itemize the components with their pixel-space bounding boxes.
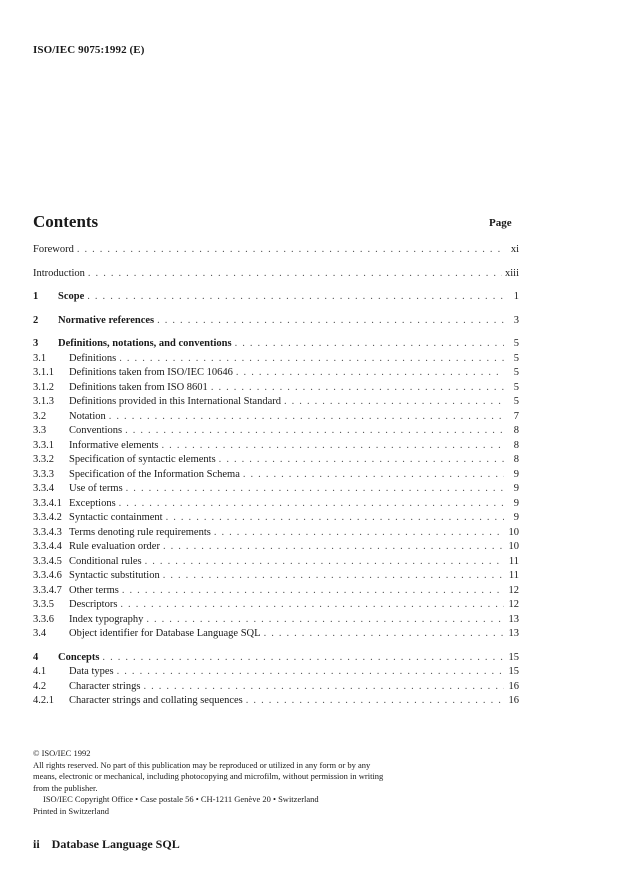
toc-entry-page: 15 bbox=[508, 651, 519, 663]
toc-entry-number: 4 bbox=[33, 651, 39, 663]
toc-entry-page: 5 bbox=[513, 396, 519, 407]
toc-entry-page: 13 bbox=[508, 628, 519, 639]
toc-entry-title: Definitions, notations, and conventions bbox=[58, 338, 232, 349]
toc-entry-number: 3.3.2 bbox=[33, 454, 54, 465]
dot-leader bbox=[126, 483, 504, 494]
toc-entry-title: Exceptions bbox=[69, 497, 116, 509]
table-of-contents bbox=[33, 244, 519, 710]
toc-entry-title: Introduction bbox=[33, 267, 85, 279]
toc-entry-number: 2 bbox=[33, 314, 39, 326]
dot-leader bbox=[109, 411, 504, 422]
toc-entry-number: 4.2 bbox=[33, 680, 47, 692]
toc-entry-title: Conventions bbox=[69, 425, 123, 436]
dot-leader bbox=[88, 268, 502, 279]
dot-leader bbox=[87, 291, 504, 302]
toc-entry-title: Definitions provided in this International Standard bbox=[69, 396, 281, 407]
toc-entry-page: 7 bbox=[513, 410, 519, 422]
toc-entry bbox=[33, 498, 519, 513]
dot-leader bbox=[246, 695, 504, 706]
page-footer bbox=[33, 837, 180, 852]
toc-entry bbox=[33, 695, 519, 710]
toc-entry-number: 3.1 bbox=[33, 352, 47, 364]
toc-entry-title: Descriptors bbox=[69, 599, 118, 610]
toc-entry bbox=[33, 599, 519, 614]
toc-entry-page: 11 bbox=[508, 570, 519, 581]
toc-entry-title: Informative elements bbox=[69, 439, 159, 451]
contents-heading: Contents bbox=[33, 212, 99, 231]
dot-leader bbox=[102, 652, 504, 663]
toc-entry bbox=[33, 681, 519, 696]
toc-entry bbox=[33, 411, 519, 426]
toc-entry-number: 3.3.4.5 bbox=[33, 555, 62, 567]
toc-entry-number: 3.3.4 bbox=[33, 483, 54, 494]
toc-entry-number: 3.3.3 bbox=[33, 468, 54, 480]
toc-entry-number: 3 bbox=[33, 338, 39, 349]
toc-entry-title: Syntactic containment bbox=[69, 512, 163, 523]
toc-entry-page: 16 bbox=[508, 680, 519, 692]
dot-leader bbox=[243, 469, 504, 480]
dot-leader bbox=[284, 396, 504, 407]
toc-entry-number: 3.3.4.6 bbox=[33, 570, 62, 581]
page-column-label: Page bbox=[489, 217, 512, 229]
dot-leader bbox=[143, 681, 504, 692]
toc-entry-number: 3.4 bbox=[33, 628, 47, 639]
dot-leader bbox=[166, 512, 504, 523]
dot-leader bbox=[211, 382, 504, 393]
dot-leader bbox=[219, 454, 504, 465]
toc-entry-page: 10 bbox=[508, 541, 519, 552]
toc-entry bbox=[33, 396, 519, 411]
toc-entry-page: 8 bbox=[513, 425, 519, 436]
dot-leader bbox=[163, 570, 504, 581]
dot-leader bbox=[77, 244, 504, 255]
toc-entry bbox=[33, 666, 519, 681]
toc-entry-page: 8 bbox=[513, 454, 519, 465]
dot-leader bbox=[214, 527, 504, 538]
dot-leader bbox=[162, 440, 504, 451]
toc-entry-number: 4.2.1 bbox=[33, 695, 54, 706]
copyright-line: © ISO/IEC 1992 bbox=[33, 748, 91, 758]
toc-entry-title: Use of terms bbox=[69, 483, 123, 494]
dot-leader bbox=[163, 541, 504, 552]
toc-entry-page: 5 bbox=[513, 352, 519, 364]
dot-leader bbox=[264, 628, 504, 639]
toc-entry-page: xi bbox=[510, 244, 519, 255]
toc-entry-number: 3.3.4.3 bbox=[33, 526, 62, 538]
printed-in: Printed in Switzerland bbox=[33, 805, 110, 816]
toc-entry bbox=[33, 367, 519, 382]
dot-leader bbox=[119, 498, 504, 509]
toc-entry-number: 3.3.4.1 bbox=[33, 497, 62, 509]
dot-leader bbox=[120, 599, 504, 610]
footer-page-number: ii bbox=[33, 837, 40, 851]
toc-entry bbox=[33, 541, 519, 556]
dot-leader bbox=[125, 425, 504, 436]
dot-leader bbox=[146, 614, 504, 625]
toc-entry-title: Definitions taken from ISO 8601 bbox=[69, 381, 208, 393]
toc-entry-page: 9 bbox=[513, 468, 519, 480]
rights-statement: All rights reserved. No part of this publication may be reproduced or utilized in any form or by any means, electronic or mechanical, including photocopying and microfilm, without permission in writing from the publisher. bbox=[33, 759, 384, 793]
toc-entry bbox=[33, 338, 519, 353]
toc-entry-number: 4.1 bbox=[33, 666, 47, 677]
toc-entry-title: Definitions taken from ISO/IEC 10646 bbox=[69, 367, 233, 378]
toc-entry bbox=[33, 527, 519, 542]
dot-leader bbox=[117, 666, 504, 677]
dot-leader bbox=[236, 367, 504, 378]
toc-entry-title: Foreword bbox=[33, 244, 74, 255]
toc-entry-title: Terms denoting rule requirements bbox=[69, 526, 211, 538]
toc-entry-page: 5 bbox=[513, 367, 519, 378]
toc-entry-page: 5 bbox=[513, 381, 519, 393]
toc-entry-title: Character strings bbox=[69, 680, 141, 692]
dot-leader bbox=[119, 353, 504, 364]
toc-entry-number: 3.3.5 bbox=[33, 599, 54, 610]
toc-entry-page: 15 bbox=[508, 666, 519, 677]
toc-entry-number: 3.3.4.2 bbox=[33, 512, 62, 523]
document-id: ISO/IEC 9075:1992 (E) bbox=[33, 44, 145, 56]
toc-entry-page: 16 bbox=[508, 695, 519, 706]
toc-entry-page: 8 bbox=[513, 439, 519, 451]
toc-entry-title: Data types bbox=[69, 666, 114, 677]
toc-entry-title: Specification of the Information Schema bbox=[69, 468, 240, 480]
dot-leader bbox=[122, 585, 504, 596]
toc-entry-number: 3.3.4.7 bbox=[33, 584, 62, 596]
toc-entry bbox=[33, 556, 519, 571]
footer-title: Database Language SQL bbox=[51, 837, 180, 851]
toc-entry-page: 13 bbox=[508, 613, 519, 625]
toc-entry-title: Notation bbox=[69, 410, 106, 422]
toc-entry-number: 3.1.2 bbox=[33, 381, 54, 393]
toc-entry-number: 3.1.3 bbox=[33, 396, 54, 407]
toc-entry bbox=[33, 353, 519, 368]
dot-leader bbox=[145, 556, 504, 567]
toc-entry-number: 3.1.1 bbox=[33, 367, 54, 378]
toc-entry-number: 3.3.4.4 bbox=[33, 541, 62, 552]
toc-entry-page: 9 bbox=[513, 483, 519, 494]
toc-entry-title: Normative references bbox=[58, 314, 155, 326]
toc-entry bbox=[33, 512, 519, 527]
dot-leader bbox=[157, 315, 504, 326]
toc-entry-number: 1 bbox=[33, 291, 39, 302]
toc-entry-page: 12 bbox=[508, 584, 519, 596]
toc-entry bbox=[33, 469, 519, 484]
toc-entry bbox=[33, 425, 519, 440]
toc-entry-number: 3.3 bbox=[33, 425, 47, 436]
toc-entry-title: Definitions bbox=[69, 352, 117, 364]
toc-entry bbox=[33, 315, 519, 330]
toc-entry bbox=[33, 244, 519, 259]
toc-entry-page: 11 bbox=[508, 555, 519, 567]
toc-entry-page: 1 bbox=[513, 291, 519, 302]
dot-leader bbox=[235, 338, 504, 349]
toc-entry-page: 10 bbox=[508, 526, 519, 538]
toc-entry-page: 5 bbox=[513, 338, 519, 349]
toc-entry bbox=[33, 570, 519, 585]
toc-entry-title: Scope bbox=[58, 291, 85, 302]
toc-entry-page: 9 bbox=[513, 497, 519, 509]
toc-entry bbox=[33, 652, 519, 667]
toc-entry bbox=[33, 291, 519, 306]
toc-entry-title: Specification of syntactic elements bbox=[69, 454, 216, 465]
toc-entry-number: 3.3.6 bbox=[33, 613, 54, 625]
toc-entry-title: Index typography bbox=[69, 613, 144, 625]
toc-entry-title: Object identifier for Database Language SQL bbox=[69, 628, 261, 639]
toc-entry bbox=[33, 614, 519, 629]
toc-entry-number: 3.2 bbox=[33, 410, 47, 422]
copyright-notice bbox=[33, 748, 393, 817]
toc-entry-title: Character strings and collating sequences bbox=[69, 695, 243, 706]
toc-entry-number: 3.3.1 bbox=[33, 439, 54, 451]
toc-entry bbox=[33, 382, 519, 397]
toc-entry-title: Syntactic substitution bbox=[69, 570, 160, 581]
toc-entry-title: Conditional rules bbox=[69, 555, 142, 567]
toc-entry-title: Rule evaluation order bbox=[69, 541, 160, 552]
toc-entry bbox=[33, 268, 519, 283]
toc-entry bbox=[33, 454, 519, 469]
toc-entry bbox=[33, 585, 519, 600]
toc-entry-title: Concepts bbox=[58, 651, 100, 663]
toc-entry bbox=[33, 628, 519, 643]
toc-entry bbox=[33, 440, 519, 455]
toc-entry-page: 9 bbox=[513, 512, 519, 523]
toc-entry-page: 12 bbox=[508, 599, 519, 610]
toc-entry-page: xiii bbox=[504, 267, 519, 279]
toc-entry-page: 3 bbox=[513, 314, 519, 326]
copyright-office: ISO/IEC Copyright Office • Case postale 56 • CH-1211 Genève 20 • Switzerland bbox=[43, 794, 319, 804]
toc-entry-title: Other terms bbox=[69, 584, 119, 596]
toc-entry bbox=[33, 483, 519, 498]
